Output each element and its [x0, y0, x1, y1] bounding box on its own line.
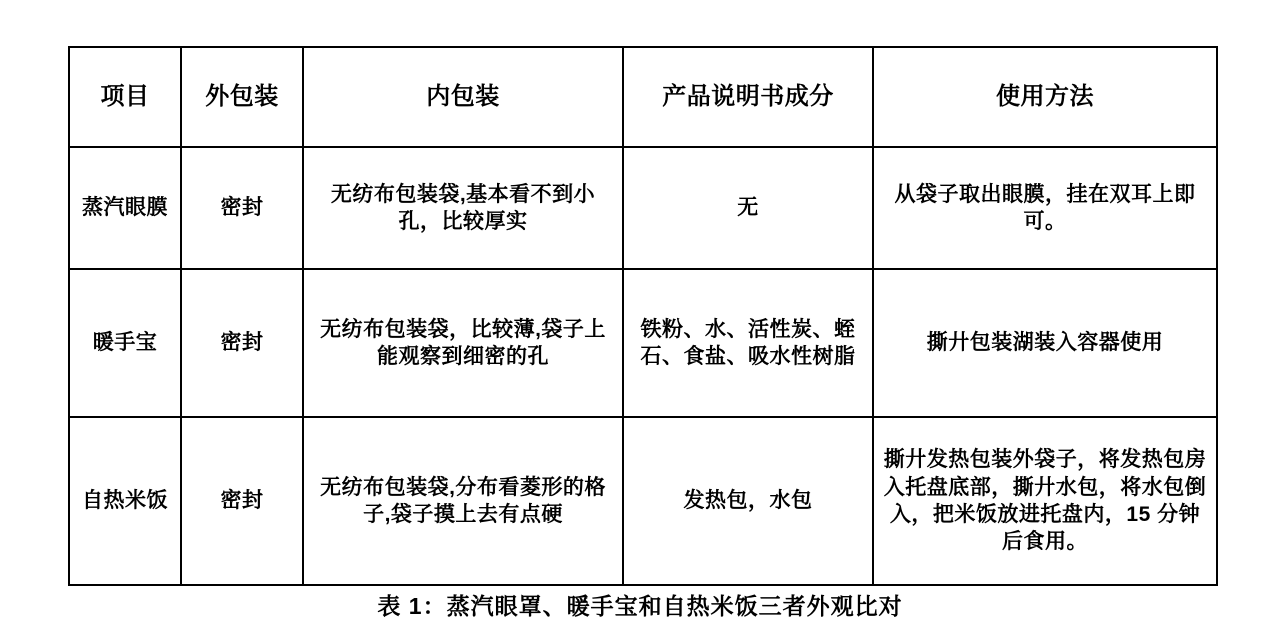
cell-item: 暖手宝: [69, 269, 181, 417]
column-header-usage: 使用方法: [873, 47, 1217, 147]
cell-outer-package: 密封: [181, 147, 303, 269]
table-caption: 表 1：蒸汽眼罩、暖手宝和自热米饭三者外观比对: [377, 593, 903, 619]
column-header-item: 项目: [69, 47, 181, 147]
cell-usage: 从袋子取出眼膜，挂在双耳上即可。: [873, 147, 1217, 269]
comparison-table-container: [68, 46, 1216, 586]
column-header-ingredients: 产品说明书成分: [623, 47, 873, 147]
cell-usage: 撕廾包装湖装入容器使用: [873, 269, 1217, 417]
cell-outer-package: 密封: [181, 417, 303, 585]
cell-inner-package: 无纺布包装袋,基本看不到小孔，比较厚实: [303, 147, 623, 269]
cell-item: 自热米饭: [69, 417, 181, 585]
cell-item: 蒸汽眼膜: [69, 147, 181, 269]
table-header-row: [69, 47, 1217, 147]
table-row: [69, 269, 1217, 417]
cell-inner-package: 无纺布包装袋，比较薄,袋子上能观察到细密的孔: [303, 269, 623, 417]
cell-outer-package: 密封: [181, 269, 303, 417]
table-row: [69, 417, 1217, 585]
table-row: [69, 147, 1217, 269]
comparison-table: [68, 46, 1218, 586]
cell-ingredients: 铁粉、水、活性炭、蛭石、食盐、吸水性树脂: [623, 269, 873, 417]
cell-usage: 撕廾发热包装外袋子，将发热包房入托盘底部，撕廾水包，将水包倒入，把米饭放进托盘内，15 分钟后食用。: [873, 417, 1217, 585]
cell-ingredients: 无: [623, 147, 873, 269]
column-header-inner-package: 内包装: [303, 47, 623, 147]
cell-ingredients: 发热包，水包: [623, 417, 873, 585]
cell-inner-package: 无纺布包装袋,分布看菱形的格子,袋子摸上去有点硬: [303, 417, 623, 585]
column-header-outer-package: 外包装: [181, 47, 303, 147]
